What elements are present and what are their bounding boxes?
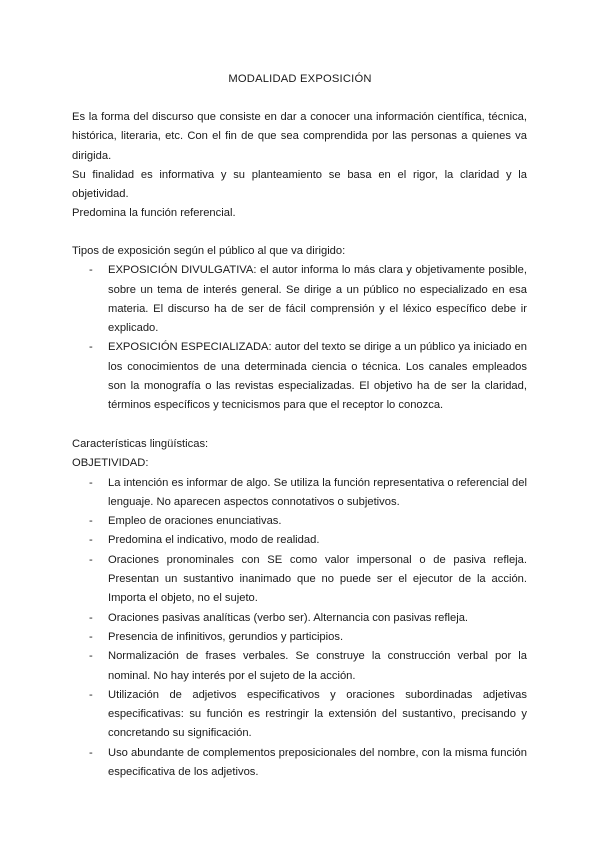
dash-bullet: - bbox=[89, 515, 93, 528]
list-item bbox=[72, 628, 527, 647]
dash-bullet: - bbox=[89, 746, 93, 759]
dash-bullet: - bbox=[89, 611, 93, 624]
intro-section bbox=[72, 108, 527, 224]
dash-bullet: - bbox=[89, 264, 93, 277]
objetividad-list bbox=[72, 474, 527, 783]
caract-item-text: Oraciones pasivas analíticas (verbo ser). Alternancia con pasivas refleja. bbox=[108, 611, 469, 624]
caract-item-text: Oraciones pronominales con SE como valor impersonal o de pasiva refleja. Presentan un sustantivo inanimado que no puede ser el ejecutor de la acción. Importa el objeto, no el sujeto. bbox=[108, 553, 527, 605]
caract-item-text: Utilización de adjetivos especificativos y oraciones subordinadas adjetivas especificativas: su función es restringir la extensión del sustantivo, precisando y concretando su significación. bbox=[108, 688, 527, 740]
dash-bullet: - bbox=[89, 650, 93, 663]
caracteristicas-heading: Características lingüísticas: bbox=[72, 438, 209, 450]
intro-paragraph-definition: Es la forma del discurso que consiste en dar a conocer una información científica, técnica, histórica, literaria, etc. Con el fin de que sea comprendida por las personas a quienes va dirigida. bbox=[72, 111, 527, 162]
list-item bbox=[72, 338, 527, 415]
dash-bullet: - bbox=[89, 534, 93, 547]
list-item bbox=[72, 744, 527, 783]
intro-paragraph-finalidad: Su finalidad es informativa y su planteamiento se basa en el rigor, la claridad y la objetividad. bbox=[72, 168, 527, 201]
list-item bbox=[72, 261, 527, 338]
caract-item-text: Normalización de frases verbales. Se construye la construcción verbal por la nominal. No hay interés por el sujeto de la acción. bbox=[108, 650, 527, 682]
caract-item-text: Predomina el indicativo, modo de realidad. bbox=[108, 534, 320, 547]
dash-bullet: - bbox=[89, 553, 93, 566]
caract-item-text: La intención es informar de algo. Se utiliza la función representativa o referencial del lenguaje. No aparecen aspectos connotativos o subjetivos. bbox=[108, 476, 527, 508]
objetividad-subheading: OBJETIVIDAD: bbox=[72, 457, 149, 470]
list-item bbox=[72, 512, 527, 531]
caract-item-text: Uso abundante de complementos preposicionales del nombre, con la misma función especificativa de los adjetivos. bbox=[108, 746, 527, 779]
intro-paragraph-funcion: Predomina la función referencial. bbox=[72, 207, 236, 220]
list-item bbox=[72, 551, 527, 609]
tipos-section bbox=[72, 242, 527, 416]
tipos-heading: Tipos de exposición según el público al que va dirigido: bbox=[72, 245, 346, 257]
list-item bbox=[72, 474, 527, 513]
caracteristicas-section bbox=[72, 435, 527, 782]
list-item bbox=[72, 531, 527, 550]
list-item bbox=[72, 686, 527, 744]
dash-bullet: - bbox=[89, 476, 93, 489]
dash-bullet: - bbox=[89, 630, 93, 643]
caract-item-text: Empleo de oraciones enunciativas. bbox=[108, 515, 282, 528]
tipos-item-divulgativa: EXPOSICIÓN DIVULGATIVA: el autor informa lo más clara y objetivamente posible, sobre un tema de interés general. Se dirige a un público no especializado en esa materia. El discurso ha de ser de fácil comprensión y el léxico específico debe ir explicado. bbox=[108, 264, 527, 335]
tipos-list bbox=[72, 261, 527, 415]
dash-bullet: - bbox=[89, 688, 93, 701]
list-item bbox=[72, 647, 527, 686]
dash-bullet: - bbox=[89, 341, 93, 354]
caract-item-text: Presencia de infinitivos, gerundios y participios. bbox=[108, 630, 344, 643]
tipos-item-especializada: EXPOSICIÓN ESPECIALIZADA: autor del texto se dirige a un público ya iniciado en los conocimientos de una determinada ciencia o técnica. Los canales empleados son la monografía o las revistas especializadas. El objetivo ha de ser la claridad, términos específicos y tecnicismos para que el receptor lo conozca. bbox=[108, 341, 527, 412]
document-title: MODALIDAD EXPOSICIÓN bbox=[228, 73, 372, 85]
list-item bbox=[72, 609, 527, 628]
